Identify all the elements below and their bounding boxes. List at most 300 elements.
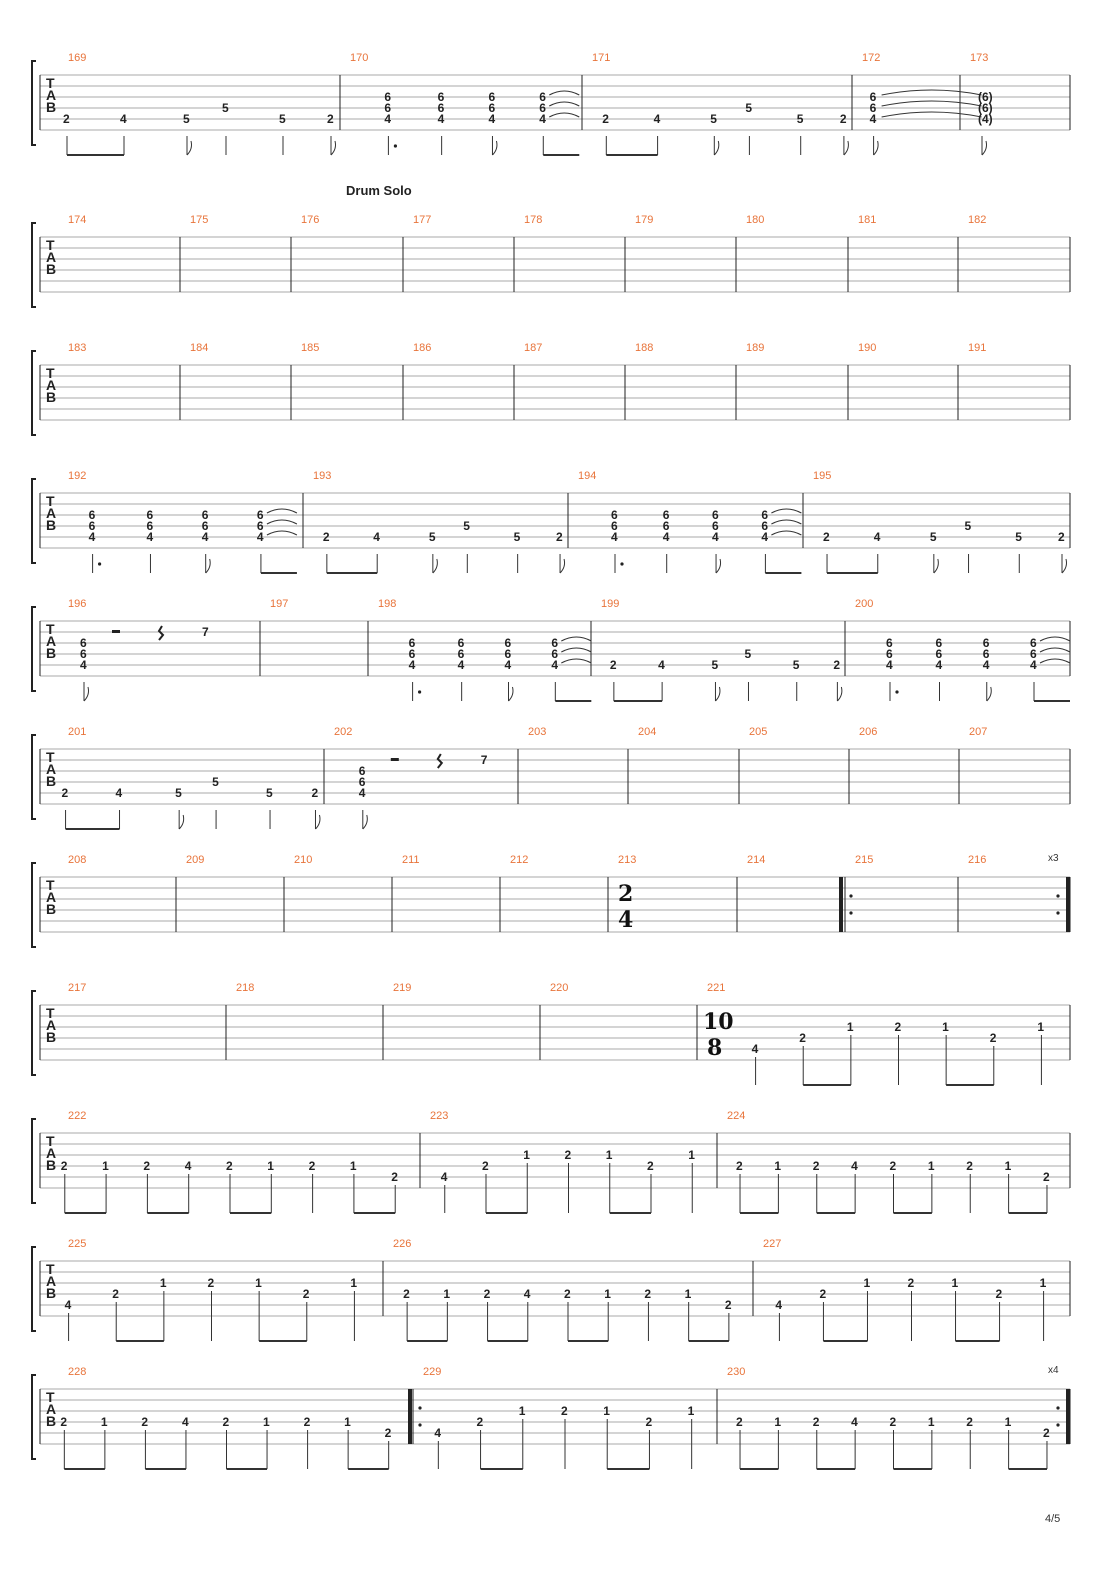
fret-number: 2 [564, 1287, 571, 1301]
fret-number: 5 [929, 530, 937, 544]
fret-number: 2 [141, 1415, 149, 1429]
measure [393, 1238, 732, 1341]
tab-clef-letter: A [46, 633, 57, 649]
measure [413, 214, 431, 226]
fret-number: 2 [645, 1415, 653, 1429]
fret-number: 6 [982, 647, 990, 661]
fret-number: 2 [833, 658, 841, 672]
tie-arc [771, 531, 801, 535]
section-label-drum-solo: Drum Solo [346, 183, 412, 198]
fret-number: 5 [792, 658, 800, 672]
tab-clef-letter: T [46, 621, 55, 637]
tie-arc [771, 509, 801, 513]
measure-number: 204 [638, 726, 657, 738]
fret-number: 5 [745, 101, 753, 115]
tab-system [32, 726, 1070, 829]
fret-number: 6 [886, 647, 893, 661]
half-rest [391, 758, 399, 761]
tab-clef-letter: B [46, 645, 57, 661]
fret-number: 6 [201, 519, 209, 533]
repeat-dot [1056, 1423, 1059, 1426]
fret-number: 1 [604, 1287, 611, 1301]
measure [65, 1238, 358, 1341]
fret-number: 1 [942, 1020, 949, 1034]
fret-number: 6 [504, 636, 512, 650]
measure [578, 470, 801, 573]
fret-number: 6 [712, 519, 719, 533]
fret-number: 6 [611, 508, 618, 522]
fret-number: 5 [183, 112, 190, 126]
eighth-flag [874, 141, 879, 155]
tie-arc [549, 91, 579, 95]
fret-number: 2 [724, 1298, 732, 1312]
fret-number: 2 [907, 1276, 915, 1290]
measure-number: 198 [378, 598, 397, 610]
fret-number: 6 [1030, 647, 1037, 661]
measure-number: 186 [413, 342, 432, 354]
measure-number: 221 [707, 982, 726, 994]
measure [635, 214, 653, 226]
fret-number: 6 [761, 508, 769, 522]
system-brace [32, 351, 36, 435]
dot [418, 690, 421, 693]
measure [68, 982, 86, 994]
fret-number: 4 [184, 1159, 192, 1173]
eighth-flag [84, 687, 89, 701]
fret-number: 2 [226, 1159, 233, 1173]
fret-number: 4 [373, 530, 380, 544]
fret-number: 4 [408, 658, 416, 672]
measure-number: 193 [313, 470, 332, 482]
time-signature-bottom: 8 [707, 1035, 723, 1061]
fret-number: 2 [327, 112, 334, 126]
measure-number: 179 [635, 214, 654, 226]
fret-number: 5 [175, 786, 182, 800]
measure [635, 342, 653, 354]
fret-number: 1 [159, 1276, 167, 1290]
fret-number: 2 [322, 530, 330, 544]
measure-number: 230 [727, 1366, 746, 1378]
fret-number: 6 [935, 636, 943, 650]
system-brace [32, 1247, 36, 1331]
measure [970, 52, 993, 155]
fret-number: 1 [1037, 1020, 1045, 1034]
eighth-flag [837, 687, 842, 701]
fret-number: 4 [982, 658, 990, 672]
measure-number: 200 [855, 598, 874, 610]
tab-clef-letter: A [46, 1145, 57, 1161]
fret-number: 1 [255, 1276, 262, 1290]
tab-system [32, 1238, 1070, 1341]
measure-number: 177 [413, 214, 432, 226]
fret-number: 2 [1042, 1426, 1050, 1440]
measure [68, 342, 86, 354]
fret-number: 5 [428, 530, 436, 544]
fret-number: 4 [120, 112, 127, 126]
measure [186, 854, 204, 866]
system-brace [32, 223, 36, 307]
fret-number: 6 [457, 636, 465, 650]
fret-number: 1 [1039, 1276, 1047, 1290]
measure-number: 181 [858, 214, 877, 226]
measure [858, 342, 876, 354]
tab-clef-letter: B [46, 1285, 57, 1301]
system-brace [32, 735, 36, 819]
measure [747, 854, 765, 866]
fret-number: 1 [350, 1276, 358, 1290]
fret-number: 2 [143, 1159, 151, 1173]
measure [727, 1365, 1068, 1469]
tab-system [32, 214, 1070, 307]
repeat-dot [849, 911, 852, 914]
fret-number: 2 [799, 1031, 806, 1045]
fret-number: 6 [886, 636, 893, 650]
repeat-dot [1056, 911, 1059, 914]
tab-clef-letter: T [46, 493, 55, 509]
measure [313, 470, 565, 573]
fret-number: 1 [774, 1415, 782, 1429]
measure [62, 726, 320, 829]
fret-number: 2 [609, 658, 617, 672]
fret-number: 4 [64, 1298, 72, 1312]
measure-number: 171 [592, 52, 611, 64]
measure [969, 726, 987, 738]
measure [68, 470, 297, 573]
fret-number: 1 [263, 1415, 270, 1429]
eighth-flag [508, 687, 513, 701]
measure [430, 1110, 695, 1213]
tab-clef-letter: A [46, 1401, 57, 1417]
fret-number: 1 [344, 1415, 351, 1429]
eighth-flag [331, 141, 336, 155]
fret-number: 2 [995, 1287, 1003, 1301]
measure-number: 225 [68, 1238, 87, 1250]
measure-number: 224 [727, 1110, 746, 1122]
measure [746, 342, 764, 354]
measure [301, 342, 319, 354]
repeat-count: x4 [1048, 1365, 1059, 1376]
fret-number: 6 [504, 647, 512, 661]
measure [749, 726, 767, 738]
tie-arc [882, 112, 982, 117]
eighth-flag [206, 559, 211, 573]
fret-number: 5 [212, 775, 219, 789]
dot [98, 562, 101, 565]
fret-number: 6 [935, 647, 943, 661]
fret-number: 2 [889, 1159, 897, 1173]
tie-arc [561, 659, 591, 663]
fret-number: 2 [736, 1415, 743, 1429]
fret-number: 5 [711, 658, 719, 672]
fret-number: 4 [658, 658, 665, 672]
measure-number: 222 [68, 1110, 87, 1122]
tie-arc [1040, 659, 1070, 663]
measure-number: 214 [747, 854, 766, 866]
fret-number: 6 [80, 636, 87, 650]
fret-number: 4 [488, 112, 496, 126]
measure [601, 598, 842, 701]
eighth-rest: 7 [480, 753, 488, 767]
measure-number: 191 [968, 342, 987, 354]
measure-number: 188 [635, 342, 654, 354]
fret-number: 2 [889, 1415, 897, 1429]
tab-clef-letter: T [46, 1133, 55, 1149]
fret-number: 6 [88, 519, 96, 533]
time-signature-top: 10 [703, 1009, 734, 1035]
tab-system [32, 982, 1070, 1085]
fret-number: 2 [1042, 1170, 1050, 1184]
measure-number: 199 [601, 598, 620, 610]
fret-number: 1 [605, 1148, 613, 1162]
fret-number: 6 [869, 90, 877, 104]
tab-system [32, 1110, 1070, 1213]
system-brace [32, 479, 36, 563]
measure-number: 184 [190, 342, 209, 354]
fret-number: 5 [710, 112, 717, 126]
repeat-dot [418, 1423, 421, 1426]
fret-number: 1 [684, 1287, 692, 1301]
fret-number: 4 [662, 530, 670, 544]
fret-number: 1 [927, 1415, 935, 1429]
fret-number: 4 [457, 658, 465, 672]
fret-number: 2 [736, 1159, 743, 1173]
tab-system [32, 853, 1070, 947]
measure-number: 212 [510, 854, 529, 866]
fret-number: 2 [819, 1287, 827, 1301]
fret-number: 4 [653, 112, 661, 126]
system-brace [32, 863, 36, 947]
measure-number: 211 [402, 854, 420, 866]
fret-number: 2 [812, 1415, 820, 1429]
measure-number: 209 [186, 854, 205, 866]
fret-number: 2 [647, 1159, 654, 1173]
fret-number: 2 [63, 112, 70, 126]
fret-number: 2 [561, 1404, 568, 1418]
measure [63, 52, 336, 155]
fret-number: 1 [863, 1276, 871, 1290]
measure [550, 982, 568, 994]
fret-number: 2 [302, 1287, 310, 1301]
fret-number: 6 [201, 508, 209, 522]
fret-number: 1 [774, 1159, 782, 1173]
quarter-rest [159, 626, 163, 640]
tab-clef-letter: T [46, 877, 55, 893]
measure-number: 196 [68, 598, 87, 610]
system-brace [32, 1375, 36, 1459]
measure-number: 170 [350, 52, 369, 64]
measure-number: 195 [813, 470, 832, 482]
fret-number: 6 [662, 508, 670, 522]
fret-number: 6 [146, 508, 154, 522]
fret-number: 6 [408, 647, 416, 661]
fret-number: 4 [1030, 658, 1037, 672]
fret-number: 2 [823, 530, 830, 544]
fret-number: 6 [611, 519, 618, 533]
measure [859, 726, 877, 738]
tie-arc [267, 520, 297, 524]
measure [727, 1110, 1050, 1213]
measure-number: 217 [68, 982, 87, 994]
measure [393, 982, 411, 994]
eighth-flag [315, 815, 320, 829]
fret-number: 5 [463, 519, 470, 533]
tab-system [32, 598, 1070, 701]
measure-number: 223 [430, 1110, 449, 1122]
fret-number: (6) [978, 101, 993, 115]
eighth-flag [715, 687, 720, 701]
measure [968, 214, 986, 226]
fret-number: 4 [611, 530, 618, 544]
measure [862, 52, 982, 155]
measure [968, 853, 1068, 932]
fret-number: 6 [256, 519, 264, 533]
system-brace [32, 607, 36, 691]
measure-number: 175 [190, 214, 209, 226]
fret-number: 5 [796, 112, 804, 126]
fret-number: 6 [256, 508, 264, 522]
tab-clef-letter: A [46, 889, 57, 905]
fret-number: 5 [266, 786, 273, 800]
fret-number: 4 [437, 112, 445, 126]
fret-number: 6 [982, 636, 990, 650]
fret-number: 1 [1004, 1415, 1012, 1429]
repeat-dot [1056, 1406, 1059, 1409]
repeat-count: x3 [1048, 853, 1059, 864]
system-brace [32, 991, 36, 1075]
eighth-flag [560, 559, 565, 573]
measure [68, 214, 86, 226]
eighth-flag [716, 559, 721, 573]
measure [413, 342, 431, 354]
fret-number: 5 [1015, 530, 1022, 544]
measure-number: 194 [578, 470, 597, 482]
measure [378, 598, 591, 701]
fret-number: 1 [951, 1276, 959, 1290]
measure [301, 214, 319, 226]
measure [703, 982, 1044, 1085]
tab-clef-letter: A [46, 377, 57, 393]
measure-number: 183 [68, 342, 87, 354]
fret-number: 4 [873, 530, 881, 544]
repeat-dot [1056, 894, 1059, 897]
tab-clef-letter: T [46, 365, 55, 381]
measure [334, 726, 488, 829]
measure-number: 229 [423, 1366, 442, 1378]
fret-number: 1 [1004, 1159, 1012, 1173]
fret-number: 4 [751, 1042, 759, 1056]
measure-number: 210 [294, 854, 313, 866]
fret-number: 4 [761, 530, 769, 544]
fret-number: 2 [966, 1415, 973, 1429]
fret-number: 4 [181, 1415, 189, 1429]
measure-number: 187 [524, 342, 543, 354]
fret-number: 6 [146, 519, 154, 533]
measure [841, 854, 873, 932]
measure [638, 726, 656, 738]
fret-number: 4 [146, 530, 154, 544]
tab-clef-letter: B [46, 261, 57, 277]
fret-number: 2 [61, 786, 69, 800]
fret-number: 2 [894, 1020, 902, 1034]
measure-number: 178 [524, 214, 543, 226]
fret-number: 1 [688, 1148, 695, 1162]
measure [270, 598, 288, 610]
measure [236, 982, 254, 994]
tab-systems [32, 52, 1070, 1469]
quarter-rest [438, 754, 442, 768]
fret-number: (6) [978, 90, 993, 104]
tie-arc [771, 520, 801, 524]
fret-number: 6 [88, 508, 96, 522]
fret-number: 2 [482, 1159, 489, 1173]
fret-number: 4 [523, 1287, 531, 1301]
measure-number: 213 [618, 854, 637, 866]
fret-number: 6 [408, 636, 416, 650]
fret-number: 4 [869, 112, 877, 126]
tab-clef-letter: T [46, 1261, 55, 1277]
measure [68, 598, 209, 701]
tab-system [32, 470, 1070, 573]
fret-number: 1 [100, 1415, 108, 1429]
measure-number: 228 [68, 1366, 87, 1378]
measure-number: 174 [68, 214, 87, 226]
measure-number: 173 [970, 52, 989, 64]
fret-number: 1 [523, 1148, 530, 1162]
measure-number: 192 [68, 470, 87, 482]
measure-number: 202 [334, 726, 353, 738]
fret-number: 1 [603, 1404, 610, 1418]
fret-number: 5 [222, 101, 229, 115]
fret-number: 1 [443, 1287, 451, 1301]
measure [813, 470, 1066, 573]
fret-number: 5 [964, 519, 972, 533]
fret-number: 1 [518, 1404, 526, 1418]
fret-number: 2 [207, 1276, 215, 1290]
tab-clef-letter: A [46, 505, 57, 521]
dot [895, 690, 898, 693]
tab-clef-letter: A [46, 249, 57, 265]
fret-number: 2 [989, 1031, 997, 1045]
measure [746, 214, 764, 226]
tab-clef-letter: B [46, 773, 57, 789]
eighth-flag [714, 141, 719, 155]
fret-number: 5 [513, 530, 521, 544]
measure [190, 214, 208, 226]
tie-arc [267, 509, 297, 513]
fret-number: 6 [358, 775, 366, 789]
fret-number: (4) [978, 112, 993, 126]
tab-system [32, 1365, 1070, 1469]
fret-number: 1 [846, 1020, 854, 1034]
tab-clef-letter: T [46, 1005, 55, 1021]
fret-number: 2 [391, 1170, 398, 1184]
tab-clef-letter: B [46, 1157, 57, 1173]
tab-clef-letter: T [46, 237, 55, 253]
fret-number: 1 [927, 1159, 935, 1173]
fret-number: 2 [112, 1287, 119, 1301]
system-brace [32, 61, 36, 145]
fret-number: 6 [551, 647, 559, 661]
dot [394, 144, 397, 147]
measure-number: 218 [236, 982, 255, 994]
fret-number: 4 [201, 530, 209, 544]
fret-number: 6 [80, 647, 87, 661]
fret-number: 4 [80, 658, 87, 672]
fret-number: 6 [539, 90, 546, 104]
fret-number: 6 [437, 90, 445, 104]
measure-number: 219 [393, 982, 412, 994]
measure-number: 172 [862, 52, 881, 64]
